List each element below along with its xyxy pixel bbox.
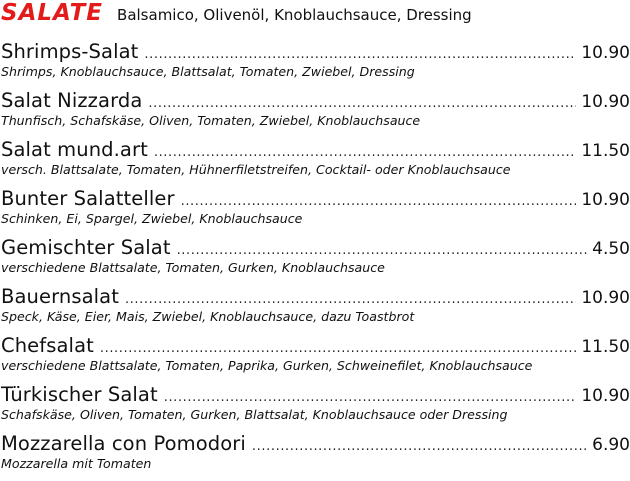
item-price: 10.90: [581, 190, 630, 210]
item-name: Bauernsalat: [1, 285, 119, 308]
item-price: 10.90: [581, 43, 630, 63]
item-name: Türkischer Salat: [1, 383, 158, 406]
item-price: 11.50: [581, 141, 630, 161]
section-title: SALATE: [1, 0, 104, 26]
item-description: verschiedene Blattsalate, Tomaten, Paprika, Gurken, Schweinefilet, Knoblauchsauce: [1, 358, 533, 373]
item-description: Schafskäse, Oliven, Tomaten, Gurken, Blattsalat, Knoblauchsauce oder Dressing: [1, 407, 508, 422]
menu-item: [1, 89, 630, 138]
dot-leader: [181, 194, 577, 209]
item-price: 10.90: [581, 92, 630, 112]
item-price: 10.90: [581, 288, 630, 308]
item-price: 4.50: [592, 239, 630, 259]
menu-item: [1, 432, 630, 481]
dot-leader: [144, 47, 576, 62]
item-description: Thunfisch, Schafskäse, Oliven, Tomaten, Zwiebel, Knoblauchsauce: [1, 113, 421, 128]
item-price: 11.50: [581, 337, 630, 357]
dot-leader: [148, 96, 576, 111]
item-description: Mozzarella mit Tomaten: [1, 456, 152, 471]
item-description: Schinken, Ei, Spargel, Zwiebel, Knoblauchsauce: [1, 211, 303, 226]
item-name: Salat Nizzarda: [1, 89, 143, 112]
dot-leader: [164, 390, 577, 405]
item-name: Mozzarella con Pomodori: [1, 432, 246, 455]
menu-item: [1, 187, 630, 236]
item-price: 10.90: [581, 386, 630, 406]
menu-item: [1, 383, 630, 432]
menu-item: [1, 138, 630, 187]
item-description: Shrimps, Knoblauchsauce, Blattsalat, Tomaten, Zwiebel, Dressing: [1, 64, 415, 79]
menu-list: [1, 40, 630, 481]
section-header: [1, 0, 472, 30]
item-description: verschiedene Blattsalate, Tomaten, Gurken, Knoblauchsauce: [1, 260, 385, 275]
item-name: Bunter Salatteller: [1, 187, 175, 210]
item-name: Gemischter Salat: [1, 236, 171, 259]
dot-leader: [154, 145, 576, 160]
item-name: Salat mund.art: [1, 138, 148, 161]
item-price: 6.90: [592, 435, 630, 455]
dot-leader: [252, 439, 587, 454]
menu-item: [1, 40, 630, 89]
item-name: Chefsalat: [1, 334, 94, 357]
item-description: versch. Blattsalate, Tomaten, Hühnerfiletstreifen, Cocktail- oder Knoblauchsauce: [1, 162, 511, 177]
section-subtitle: Balsamico, Olivenöl, Knoblauchsauce, Dressing: [117, 6, 472, 24]
item-name: Shrimps-Salat: [1, 40, 139, 63]
dot-leader: [125, 292, 576, 307]
item-description: Speck, Käse, Eier, Mais, Zwiebel, Knoblauchsauce, dazu Toastbrot: [1, 309, 415, 324]
dot-leader: [100, 341, 576, 356]
menu-item: [1, 285, 630, 334]
menu-item: [1, 236, 630, 285]
menu-item: [1, 334, 630, 383]
dot-leader: [177, 243, 588, 258]
